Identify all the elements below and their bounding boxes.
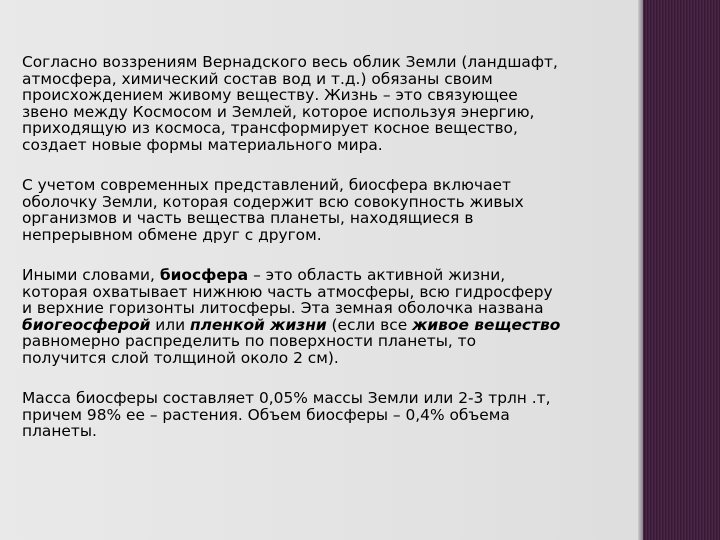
text-line [22, 315, 642, 334]
text-line: и верхние горизонты литосферы. Эта земная оболочка названа [22, 299, 544, 317]
slide-body [22, 54, 642, 464]
text-line: Согласно воззрениям Вернадского весь облик Земли (ландшафт, [22, 53, 558, 71]
term-film-of-life: пленкой жизни [190, 315, 327, 334]
text-line: оболочку Земли, которая содержит всю совокупность живых [22, 192, 524, 211]
term-biosphere: биосфера [159, 266, 249, 284]
text-line: причем 98% ее – растения. Объем биосферы – 0,4% объема [22, 405, 510, 424]
text-line: С учетом современных представлений, биосфера включает [22, 176, 511, 194]
text-run: Иными словами, [22, 266, 160, 284]
text-line: получится слой толщиной около 2 см). [22, 348, 339, 367]
term-biogeosphere: биогеосферой [22, 315, 151, 334]
text-line: приходящую из космоса, трансформирует косное вещество, [22, 119, 518, 137]
text-line: непрерывном обмене друг с другом. [22, 225, 322, 244]
text-line: которая охватывает нижнюю часть атмосферы, всю гидросферу [22, 282, 553, 301]
text-line: равномерно распределить по поверхности планеты, то [22, 332, 477, 350]
paragraph-modern-view [22, 177, 642, 243]
text-line: звено между Космосом и Землей, которое используя энергию, [22, 102, 535, 121]
text-run: – это область активной жизни, [248, 266, 506, 284]
text-run: или [150, 315, 191, 334]
paragraph-biosphere-definition [22, 267, 642, 366]
paragraph-vernadsky [22, 54, 642, 153]
text-line: создает новые формы материального мира. [22, 135, 383, 154]
term-living-matter: живое вещество [412, 315, 561, 334]
text-line: организмов и часть вещества планеты, находящиеся в [22, 209, 474, 227]
text-line: происхождением живому веществу. Жизнь – это связующее [22, 86, 518, 104]
text-line: атмосфера, химический состав вод и т.д.) обязаны своим [22, 69, 493, 88]
decorative-side-bar [643, 0, 720, 540]
text-run: (если все [326, 315, 413, 334]
paragraph-biosphere-mass [22, 390, 642, 440]
text-line: Масса биосферы составляет 0,05% массы Земли или 2-3 трлн .т, [22, 389, 551, 407]
text-line [22, 266, 642, 284]
text-line: планеты. [22, 422, 97, 440]
